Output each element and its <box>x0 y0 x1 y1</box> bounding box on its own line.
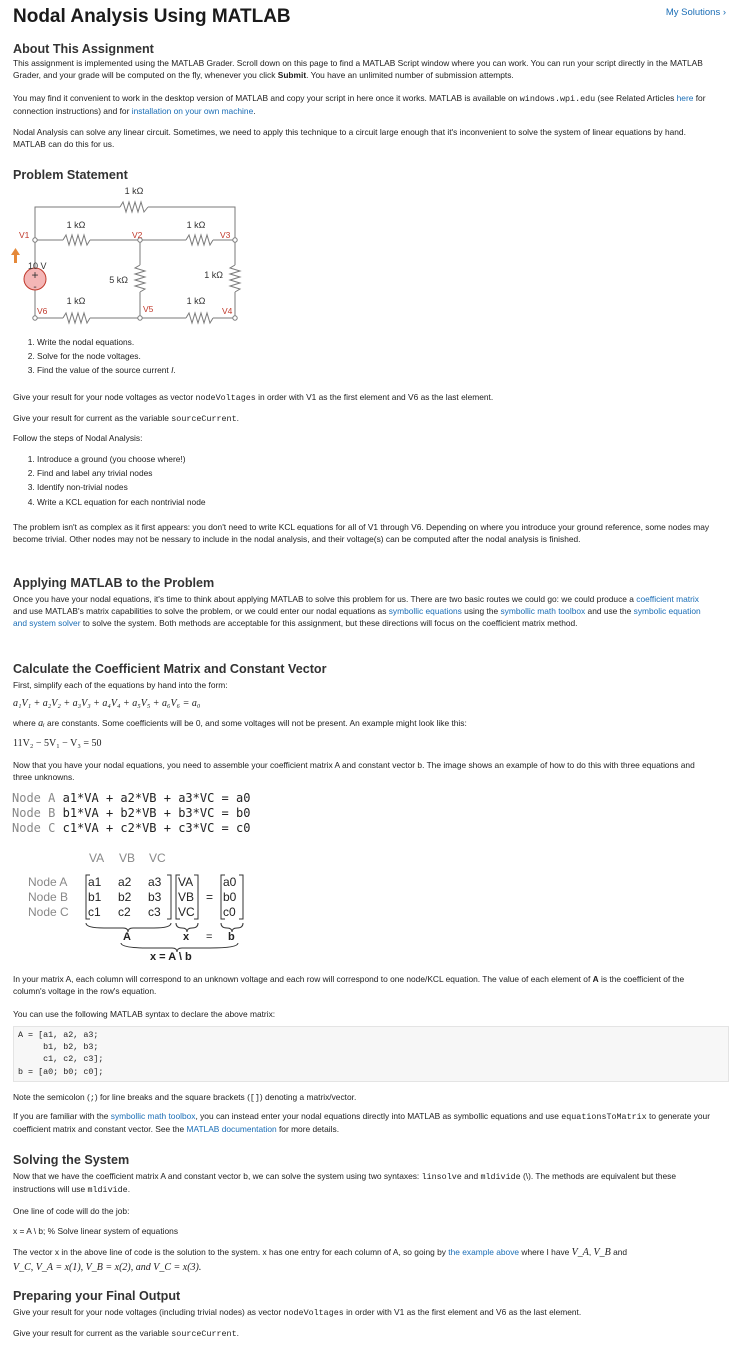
final-current-text: Give your result for current as the variable sourceCurrent. <box>13 1328 239 1339</box>
svg-text:b0: b0 <box>223 890 237 904</box>
svg-text:b1: b1 <box>88 890 102 904</box>
about-paragraph-2: You may find it convenient to work in the desktop version of MATLAB and copy your script in here once it works. MATLAB is available on windows.wpi.edu (see Related Articles here for connection instructions) and for installation on your own machine. <box>13 93 706 117</box>
solving-heading: Solving the System <box>13 1153 130 1167</box>
svg-text:VB: VB <box>119 851 136 865</box>
symbolic-toolbox-link-2[interactable]: symbollic math toolbox <box>110 1111 196 1121</box>
svg-text:A: A <box>123 931 131 943</box>
final-heading: Preparing your Final Output <box>13 1289 181 1303</box>
svg-text:a1: a1 <box>88 875 102 889</box>
list-item: 2. Solve for the node voltages. <box>37 350 176 362</box>
svg-text:V5: V5 <box>143 304 154 314</box>
matrix-code-block: A = [a1, a2, a3; b1, b2, b3; c1, c2, c3]; b = [a0; b0; c0]; <box>13 1026 729 1082</box>
result-current-text: Give your result for current as the variable sourceCurrent. <box>13 413 239 424</box>
circuit-diagram <box>10 180 250 325</box>
list-item: 4. Write a KCL equation for each nontrivial node <box>37 496 206 508</box>
here-link[interactable]: here <box>676 93 694 103</box>
svg-text:a3: a3 <box>148 875 162 889</box>
follow-steps-text: Follow the steps of Nodal Analysis: <box>13 433 143 443</box>
one-line-text: One line of code will do the job: <box>13 1206 130 1216</box>
result-voltages-text: Give your result for your node voltages as vector nodeVoltages in order with V1 as the first element and V6 as the last element. <box>13 392 494 403</box>
about-heading: About This Assignment <box>13 42 154 56</box>
svg-text:a2: a2 <box>118 875 132 889</box>
svg-text:Node C: Node C <box>28 905 69 919</box>
matrix-explain-text: In your matrix A, each column will correspond to an unknown voltage and each row will correspond to one node/KCL equation. The value of each element of A is the coefficient of the column's voltage in the row's equation. <box>13 974 685 997</box>
coefficient-heading: Calculate the Coefficient Matrix and Constant Vector <box>13 662 327 676</box>
node-equations: Node A a1*VA + a2*VB + a3*VC = a0 Node B b1*VA + b2*VB + b3*VC = b0 Node C c1*VA + c2*VB + c3*VC = c0 <box>12 791 251 835</box>
svg-text:V3: V3 <box>220 230 231 240</box>
svg-text:Node A: Node A <box>28 875 68 889</box>
svg-text:1 kΩ: 1 kΩ <box>186 220 206 230</box>
list-item: 1. Write the nodal equations. <box>37 336 176 348</box>
symbolic-note: If you are familiar with the symbollic math toolbox, you can instead enter your nodal equations directly into MATLAB as symbollic equations and use equationsToMatrix to generate your coefficient matrix and constant vector. See the MATLAB documentation for more details. <box>13 1111 711 1135</box>
svg-text:b: b <box>228 931 235 943</box>
svg-text:V6: V6 <box>37 306 48 316</box>
semicolon-note: Note the semicolon (;) for line breaks and the square brackets ([]) denoting a matrix/vector. <box>13 1092 357 1103</box>
coefficient-matrix-link[interactable]: coefficient matrix <box>636 594 699 604</box>
svg-text:+: + <box>31 268 39 282</box>
svg-text:1 kΩ: 1 kΩ <box>66 220 86 230</box>
svg-text:c3: c3 <box>148 905 161 919</box>
solving-paragraph: Now that we have the coefficient matrix A and constant vector b, we can solve the system using two syntaxes: linsolve and mldivide (\). The methods are equivalent but these instructions will use mldivide. <box>13 1171 676 1196</box>
svg-text:V2: V2 <box>132 230 143 240</box>
simplify-text: First, simplify each of the equations by hand into the form: <box>13 680 228 690</box>
svg-text:V1: V1 <box>19 230 30 240</box>
list-item: 3. Find the value of the source current I. <box>37 364 176 376</box>
page-title: Nodal Analysis Using MATLAB <box>13 6 291 27</box>
svg-text:10 V: 10 V <box>28 261 47 271</box>
example-equation: 11V₂ − 5V₁ − V₃ = 50 <box>13 738 102 749</box>
symbolic-solver-link[interactable]: symbolic equation and system solver <box>13 606 701 629</box>
svg-text:a0: a0 <box>223 875 237 889</box>
problem-steps <box>13 336 176 379</box>
svg-text:1 kΩ: 1 kΩ <box>186 296 206 306</box>
syntax-text: You can use the following MATLAB syntax to declare the above matrix: <box>13 1009 276 1019</box>
svg-text:VB: VB <box>178 890 195 904</box>
matlab-docs-link[interactable]: MATLAB documentation <box>186 1124 277 1135</box>
applying-heading: Applying MATLAB to the Problem <box>13 576 215 590</box>
svg-text:=: = <box>206 931 213 943</box>
svg-text:c1: c1 <box>88 905 101 919</box>
complexity-paragraph: The problem isn't as complex as it first appears: you don't need to write KCL equations for all of V1 through V6. Depending on where you introduce your ground reference, some nodes may become trivial. Other nodes may not be nessary to include in the nodal analysis, and their voltage(s) can be computed after the nodal analysis is finished. <box>13 522 710 545</box>
list-item: 1. Introduce a ground (you choose where!) <box>37 453 206 465</box>
svg-text:b2: b2 <box>118 890 132 904</box>
symbolic-toolbox-link[interactable]: symbollic math toolbox <box>500 606 586 617</box>
svg-text:VA: VA <box>178 875 194 889</box>
svg-text:b3: b3 <box>148 890 162 904</box>
where-text: where aᵢ are constants. Some coefficients will be 0, and some voltages will not be present. An example might look like this: <box>13 718 467 729</box>
problem-heading: Problem Statement <box>13 168 128 182</box>
my-solutions-link[interactable]: My Solutions › <box>665 7 726 18</box>
nodal-steps-list <box>13 453 206 510</box>
svg-text:1 kΩ: 1 kΩ <box>66 296 86 306</box>
current-arrow-icon <box>11 248 20 263</box>
list-item: 2. Find and label any trivial nodes <box>37 467 206 479</box>
svg-text:V4: V4 <box>222 306 233 316</box>
symbolic-equations-link[interactable]: symbollic equations <box>388 606 462 617</box>
svg-text:Node B: Node B <box>28 890 69 904</box>
svg-text:x = A \ b: x = A \ b <box>150 951 192 963</box>
svg-text:5 kΩ: 5 kΩ <box>109 275 128 285</box>
about-paragraph-3: Nodal Analysis can solve any linear circuit. Sometimes, we need to apply this technique to a circuit large enough that it's inconvenient to solve the system of linear equations by hand. MATLAB can do this for us. <box>13 127 686 150</box>
svg-text:=: = <box>206 890 214 904</box>
svg-text:x: x <box>183 931 190 943</box>
svg-text:VC: VC <box>178 905 195 919</box>
svg-text:c0: c0 <box>223 905 236 919</box>
svg-text:c2: c2 <box>118 905 131 919</box>
svg-text:1 kΩ: 1 kΩ <box>204 270 223 280</box>
example-above-link[interactable]: the example above <box>448 1247 520 1257</box>
svg-text:VA: VA <box>89 851 105 865</box>
assemble-text: Now that you have your nodal equations, you need to assemble your coefficient matrix A and constant vector b. The image shows an example of how to do this with three equations and three unknowns. <box>13 760 695 783</box>
list-item: 3. Identify non-trivial nodes <box>37 481 206 493</box>
svg-text:VC: VC <box>149 851 166 865</box>
installation-link[interactable]: installation on your own machine <box>131 106 254 117</box>
matrix-diagram <box>20 844 260 966</box>
applying-paragraph: Once you have your nodal equations, it's time to think about applying MATLAB to solve this problem for us. There are two basic routes we could go: we could produce a coefficient matrix and use MATLAB's matrix capabilities to solve the problem, or we could enter our nodal equations as symbollic equations using the symbollic math toolbox and use the symbolic equation and system solver to solve the system. Both methods are acceptable for this assignment, but these directions will focus on the coefficient matrix method. <box>13 594 701 629</box>
solve-code: x = A \ b; % Solve linear system of equations <box>13 1226 179 1236</box>
svg-text:-: - <box>33 282 37 293</box>
general-equation: a₁V₁ + a₂V₂ + a₃V₃ + a₄V₄ + a₅V₅ + a₆V₆ = a₀ <box>13 698 201 709</box>
about-paragraph-1: This assignment is implemented using the MATLAB Grader. Scroll down on this page to find a MATLAB Script window where you can work. You can run your script directly in the MATLAB Grader, and your grade will be computed on the fly, whenever you click Submit. You have an unlimited number of submission attempts. <box>13 58 703 81</box>
svg-text:1 kΩ: 1 kΩ <box>124 186 144 196</box>
final-voltages-text: Give your result for your node voltages (including trivial nodes) as vector nodeVoltages in order with V1 as the first element and V6 as the last element. <box>13 1307 582 1318</box>
vector-explain-text: The vector x in the above line of code is the solution to the system. x has one entry for each column of A, so going by the example above where I have V_A, V_B and V_C, V_A = x(1), V_B = x(2), and V_C = x(3). <box>13 1247 628 1273</box>
